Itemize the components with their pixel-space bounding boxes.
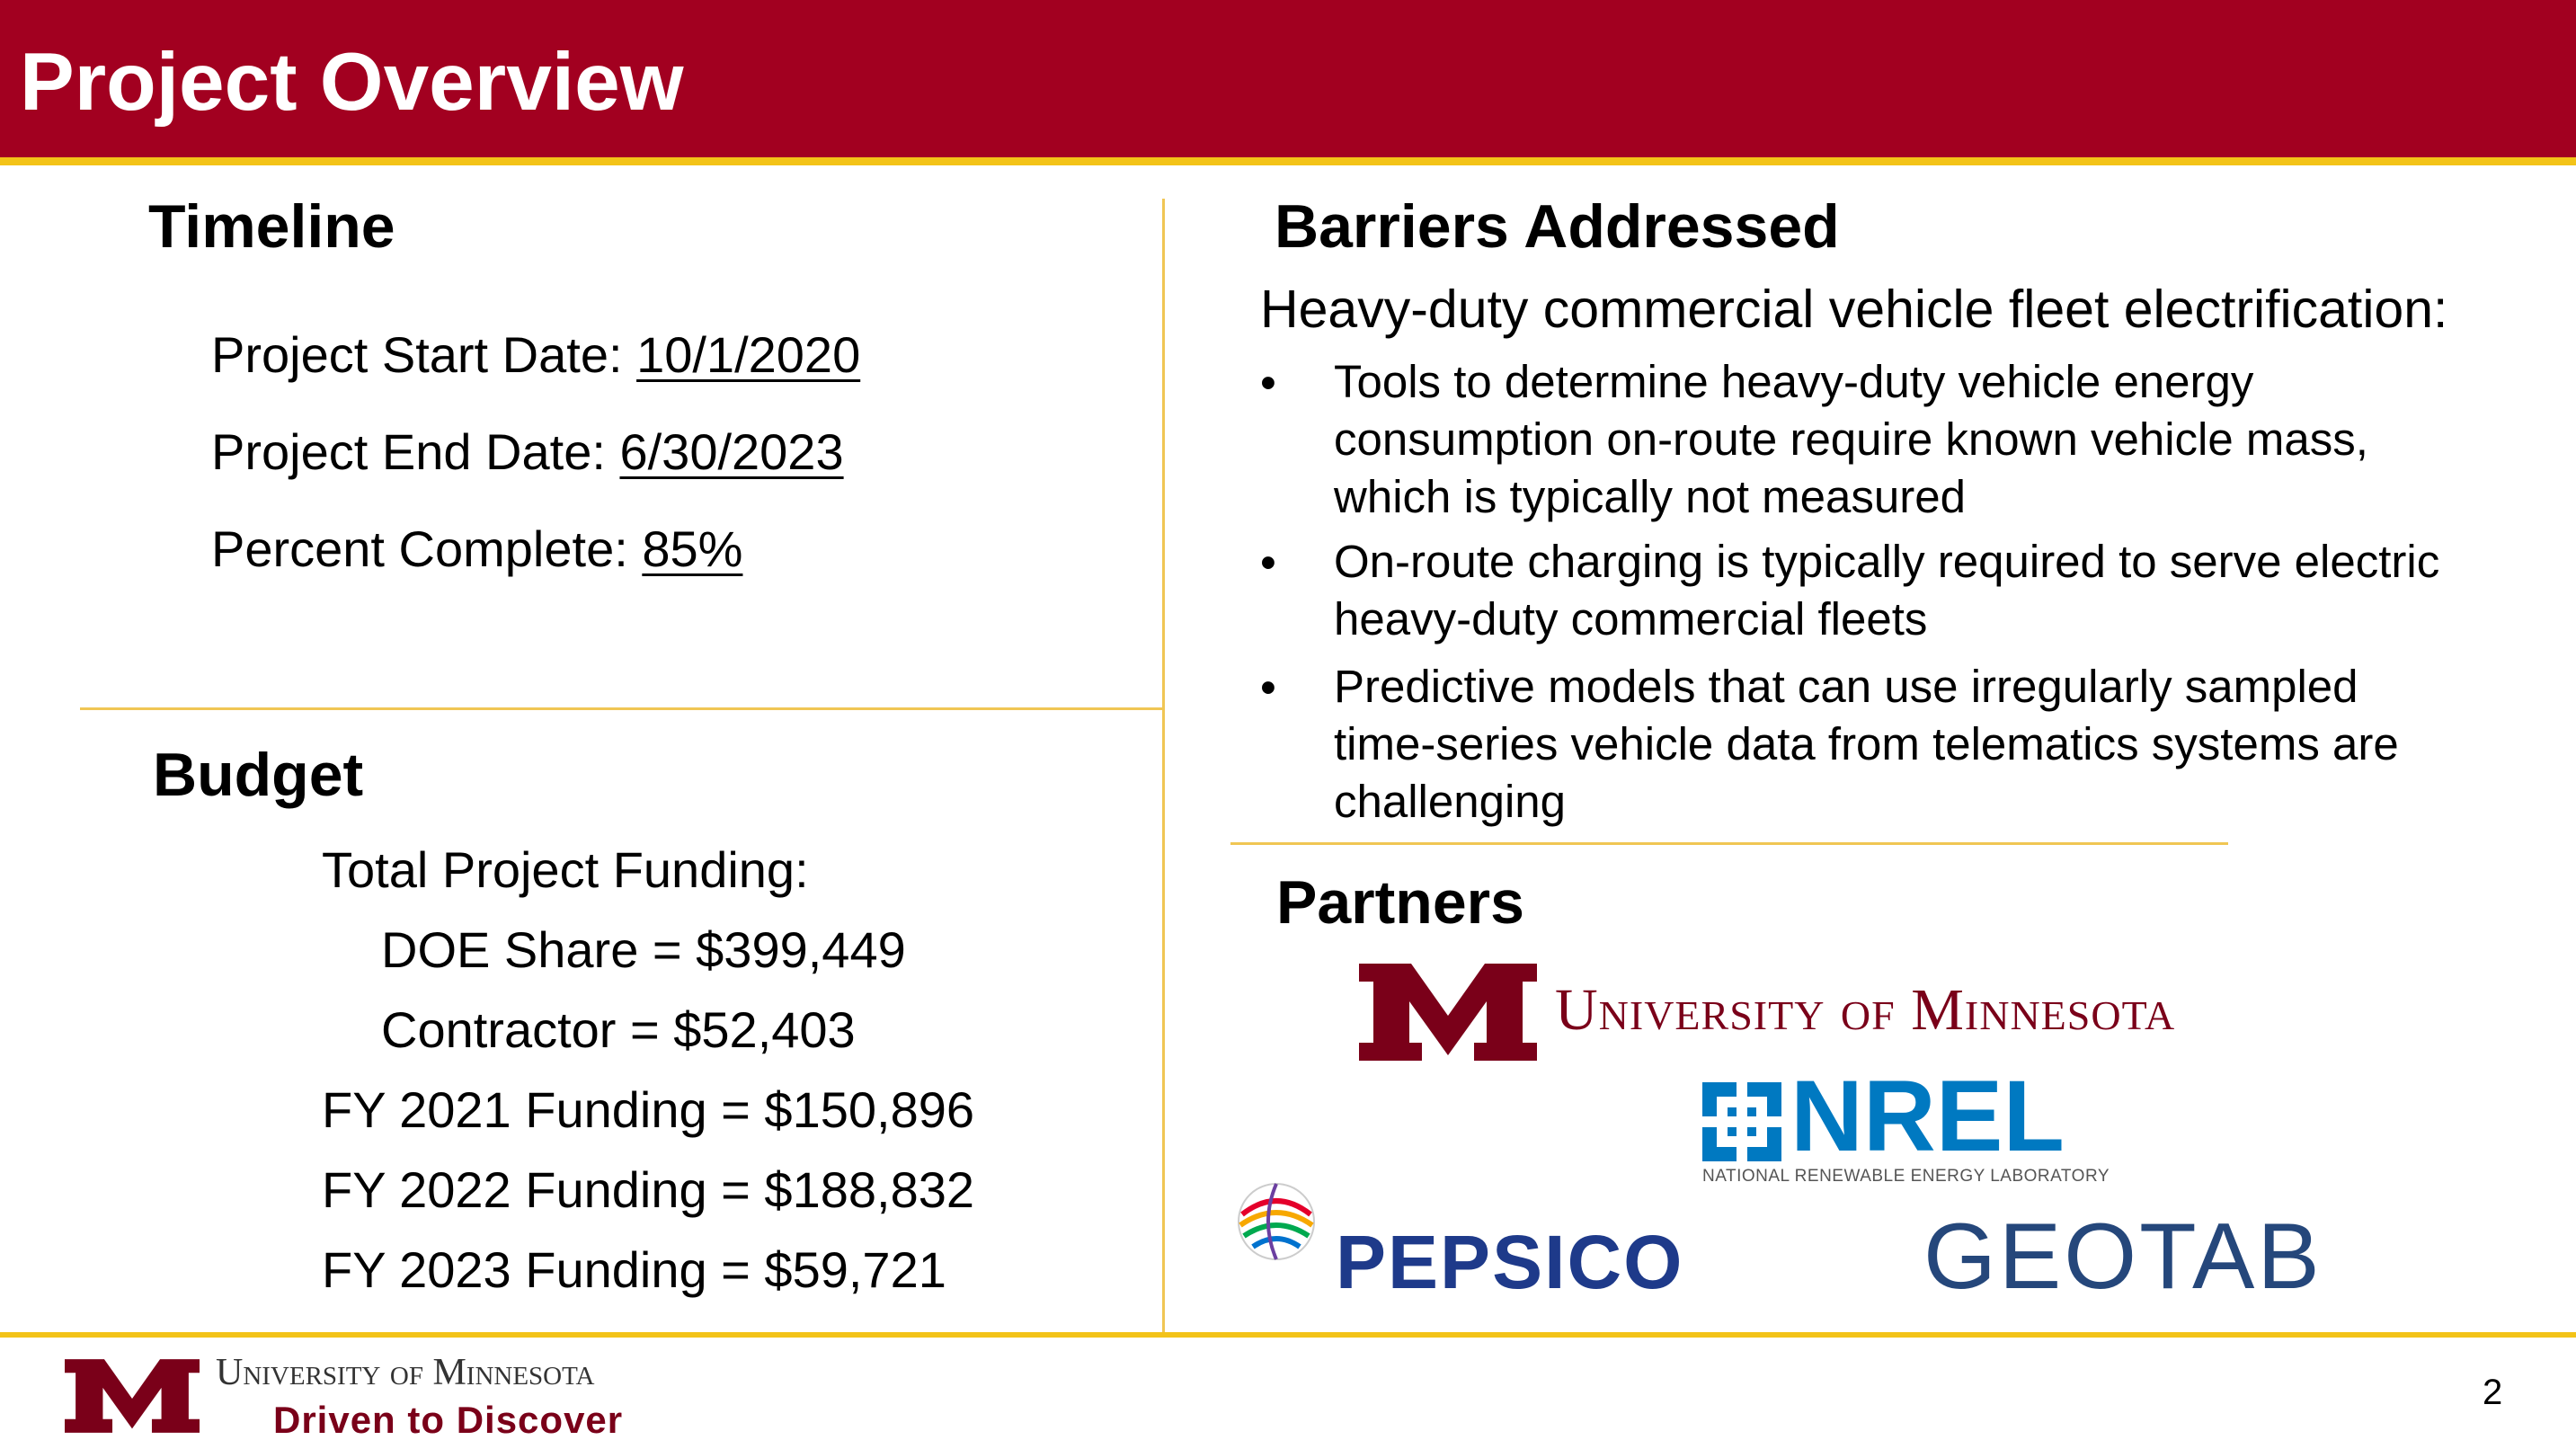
footer-university-name: University of Minnesota <box>216 1352 595 1393</box>
pepsico-globe-icon <box>1233 1178 1319 1265</box>
nrel-subtitle: NATIONAL RENEWABLE ENERGY LABORATORY <box>1702 1167 2110 1186</box>
fy2023-funding: FY 2023 Funding = $59,721 <box>322 1241 946 1298</box>
nrel-mark-icon <box>1702 1082 1781 1161</box>
barrier-line: consumption on-route require known vehicle mass, <box>1334 413 2368 465</box>
end-date-line <box>211 422 844 481</box>
footer-divider <box>0 1332 2576 1338</box>
pepsico-wordmark: PEPSICO <box>1336 1220 1684 1304</box>
start-date-label: Project Start Date: <box>211 326 623 383</box>
barrier-line: which is typically not measured <box>1334 471 1966 522</box>
bullet-marker: • <box>1260 662 1276 713</box>
barrier-line: time-series vehicle data from telematics systems are <box>1334 718 2399 769</box>
fy2022-funding: FY 2022 Funding = $188,832 <box>322 1161 975 1218</box>
barrier-line: Tools to determine heavy-duty vehicle energy <box>1334 356 2254 407</box>
barrier-line: heavy-duty commercial fleets <box>1334 593 1928 644</box>
bullet-marker: • <box>1260 357 1276 408</box>
barriers-heading: Barriers Addressed <box>1275 192 1840 261</box>
end-date-value: 6/30/2023 <box>619 423 844 480</box>
percent-complete-label: Percent Complete: <box>211 520 628 577</box>
umn-block-m-logo <box>1359 964 1537 1061</box>
fy2021-funding: FY 2021 Funding = $150,896 <box>322 1081 975 1138</box>
total-funding-label: Total Project Funding: <box>322 841 809 898</box>
barrier-line: On-route charging is typically required to serve electric <box>1334 536 2440 587</box>
nrel-wordmark: NREL <box>1790 1060 2065 1172</box>
barrier-item <box>1334 533 2439 648</box>
percent-complete-value: 85% <box>642 520 743 577</box>
bullet-marker: • <box>1260 537 1276 588</box>
start-date-line <box>211 325 860 384</box>
contractor-share: Contractor = $52,403 <box>381 1001 856 1058</box>
timeline-heading: Timeline <box>148 192 395 261</box>
umn-wordmark: University of Minnesota <box>1555 977 2176 1043</box>
barrier-line: challenging <box>1334 776 1567 827</box>
title-underline <box>0 157 2576 165</box>
barriers-intro: Heavy-duty commercial vehicle fleet electrification: <box>1260 280 2448 339</box>
page-number: 2 <box>2483 1373 2503 1412</box>
footer-block-m-logo <box>65 1359 200 1433</box>
percent-complete-line <box>211 520 742 578</box>
budget-heading: Budget <box>153 741 364 809</box>
barrier-item <box>1334 658 2399 831</box>
page-title: Project Overview <box>20 37 684 128</box>
barrier-line: Predictive models that can use irregularly sampled <box>1334 661 2358 712</box>
vertical-divider <box>1162 199 1165 1333</box>
start-date-value: 10/1/2020 <box>636 326 861 383</box>
timeline-budget-divider <box>80 707 1162 710</box>
end-date-label: Project End Date: <box>211 423 606 480</box>
doe-share: DOE Share = $399,449 <box>381 921 906 978</box>
geotab-wordmark: GEOTAB <box>1923 1205 2323 1309</box>
barriers-partners-divider <box>1230 842 2228 845</box>
partners-heading: Partners <box>1276 868 1524 937</box>
footer-tagline: Driven to Discover <box>273 1399 624 1441</box>
barrier-item <box>1334 353 2368 526</box>
